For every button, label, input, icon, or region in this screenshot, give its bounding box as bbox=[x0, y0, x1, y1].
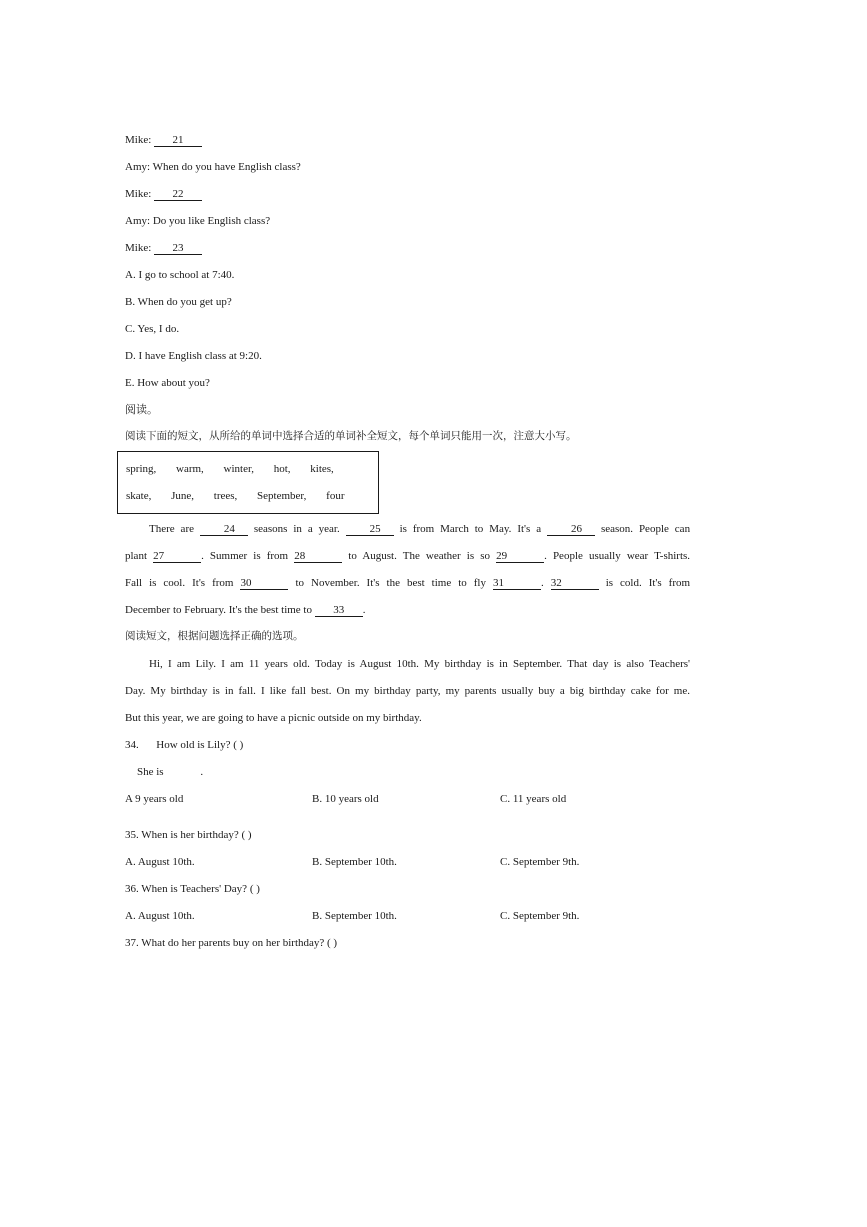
cloze-text: seasons in a year. bbox=[253, 523, 340, 535]
answer-blank-21[interactable]: 21 bbox=[154, 134, 202, 147]
cloze-text: . Summer is from bbox=[201, 550, 289, 562]
cloze-text: December to February. It's the best time to bbox=[125, 604, 312, 616]
option-a[interactable]: A. August 10th. bbox=[125, 910, 195, 922]
option-a[interactable]: A. August 10th. bbox=[125, 856, 195, 868]
answer-blank-29[interactable]: 29 bbox=[496, 550, 544, 563]
passage-line-3: But this year, we are going to have a picnic outside on my birthday. bbox=[125, 712, 422, 724]
answer-blank-27[interactable]: 27 bbox=[153, 550, 201, 563]
speaker: Amy: bbox=[125, 161, 151, 173]
word-bank-item: June, bbox=[171, 490, 195, 502]
option-c: C. Yes, I do. bbox=[125, 323, 180, 335]
option-e: E. How about you? bbox=[125, 377, 210, 389]
answer-blank-26[interactable]: 26 bbox=[547, 523, 595, 536]
cloze-text: is from March to May. It's a bbox=[399, 523, 542, 535]
word-bank-item: September, bbox=[257, 490, 307, 502]
word-bank-item: skate, bbox=[126, 490, 152, 502]
answer-blank-31[interactable]: 31 bbox=[493, 577, 541, 590]
word-bank-item: warm, bbox=[176, 463, 204, 475]
dialogue-line-2 bbox=[125, 160, 301, 174]
speaker: Mike: bbox=[125, 242, 152, 254]
question-36-options bbox=[125, 909, 725, 923]
section-heading-read: 阅读。 bbox=[125, 404, 158, 416]
dialogue-line-5 bbox=[125, 241, 202, 255]
cloze-text: . bbox=[540, 577, 544, 589]
prompt-text: She is bbox=[137, 766, 164, 778]
answer-blank-28[interactable]: 28 bbox=[294, 550, 342, 563]
speaker: Mike: bbox=[125, 188, 152, 200]
word-bank-item: four bbox=[326, 490, 345, 502]
prompt-end: . bbox=[200, 766, 204, 778]
dialogue-text: Do you like English class? bbox=[152, 215, 271, 227]
cloze-line-1 bbox=[125, 522, 690, 536]
answer-blank-30[interactable]: 30 bbox=[240, 577, 288, 590]
question-34-options bbox=[125, 792, 725, 806]
word-bank-item: kites, bbox=[310, 463, 334, 475]
word-bank-row-2 bbox=[126, 490, 361, 502]
passage-line-1: Hi, I am Lily. I am 11 years old. Today is August 10th. My birthday is in September. That day is also Teachers' bbox=[149, 658, 690, 670]
cloze-text: Fall is cool. It's from bbox=[125, 577, 234, 589]
cloze-text: plant bbox=[125, 550, 147, 562]
option-b[interactable]: B. September 10th. bbox=[312, 910, 397, 922]
option-c[interactable]: C. September 9th. bbox=[500, 910, 580, 922]
dialogue-line-4 bbox=[125, 214, 270, 228]
option-a-label[interactable]: A bbox=[125, 793, 133, 805]
question-37: 37. What do her parents buy on her birthday? ( ) bbox=[125, 937, 338, 949]
cloze-text: to August. The weather is so bbox=[348, 550, 491, 562]
word-bank-item: hot, bbox=[273, 463, 291, 475]
question-35-options bbox=[125, 855, 725, 869]
answer-blank-23[interactable]: 23 bbox=[154, 242, 202, 255]
answer-blank-33[interactable]: 33 bbox=[315, 604, 363, 617]
cloze-line-4 bbox=[125, 603, 690, 617]
reading-instruction: 阅读短文，根据问题选择正确的选项。 bbox=[125, 631, 304, 642]
dialogue-text: When do you have English class? bbox=[152, 161, 301, 173]
question-text: How old is Lily? ( ) bbox=[156, 739, 244, 751]
word-bank-box bbox=[117, 451, 379, 514]
option-b[interactable]: B. September 10th. bbox=[312, 856, 397, 868]
word-bank-item: winter, bbox=[223, 463, 254, 475]
cloze-text: . People usually wear T-shirts. bbox=[544, 550, 691, 562]
word-bank-row-1 bbox=[126, 463, 351, 475]
cloze-text: is cold. It's from bbox=[605, 577, 691, 589]
word-bank-item: trees, bbox=[213, 490, 238, 502]
word-bank-item: spring, bbox=[126, 463, 157, 475]
question-number: 34. bbox=[125, 739, 139, 751]
option-c[interactable]: C. 11 years old bbox=[500, 793, 567, 805]
option-b: B. When do you get up? bbox=[125, 296, 232, 308]
question-36: 36. When is Teachers' Day? ( ) bbox=[125, 883, 260, 895]
question-35: 35. When is her birthday? ( ) bbox=[125, 829, 252, 841]
option-b[interactable]: B. 10 years old bbox=[312, 793, 379, 805]
cloze-text: There are bbox=[149, 523, 194, 535]
option-a: A. I go to school at 7:40. bbox=[125, 269, 235, 281]
cloze-instruction: 阅读下面的短文，从所给的单词中选择合适的单词补全短文，每个单词只能用一次，注意大小写。 bbox=[125, 431, 577, 442]
cloze-line-2 bbox=[125, 549, 690, 563]
cloze-text: season. People can bbox=[600, 523, 691, 535]
option-a-text[interactable]: 9 years old bbox=[135, 793, 184, 805]
cloze-text: . bbox=[362, 604, 366, 616]
answer-blank-24[interactable]: 24 bbox=[200, 523, 248, 536]
answer-blank-32[interactable]: 32 bbox=[551, 577, 599, 590]
dialogue-line-1 bbox=[125, 133, 202, 147]
passage-line-2: Day. My birthday is in fall. I like fall best. On my birthday party, my parents usually buy a big birthday cake for me. bbox=[125, 685, 690, 697]
speaker: Amy: bbox=[125, 215, 151, 227]
question-34 bbox=[125, 738, 243, 752]
cloze-line-3 bbox=[125, 576, 690, 590]
dialogue-line-3 bbox=[125, 187, 202, 201]
cloze-text: to November. It's the best time to fly bbox=[295, 577, 486, 589]
option-c[interactable]: C. September 9th. bbox=[500, 856, 580, 868]
option-d: D. I have English class at 9:20. bbox=[125, 350, 262, 362]
answer-blank-22[interactable]: 22 bbox=[154, 188, 202, 201]
speaker: Mike: bbox=[125, 134, 152, 146]
question-34-prompt bbox=[137, 765, 203, 779]
answer-blank-25[interactable]: 25 bbox=[346, 523, 394, 536]
